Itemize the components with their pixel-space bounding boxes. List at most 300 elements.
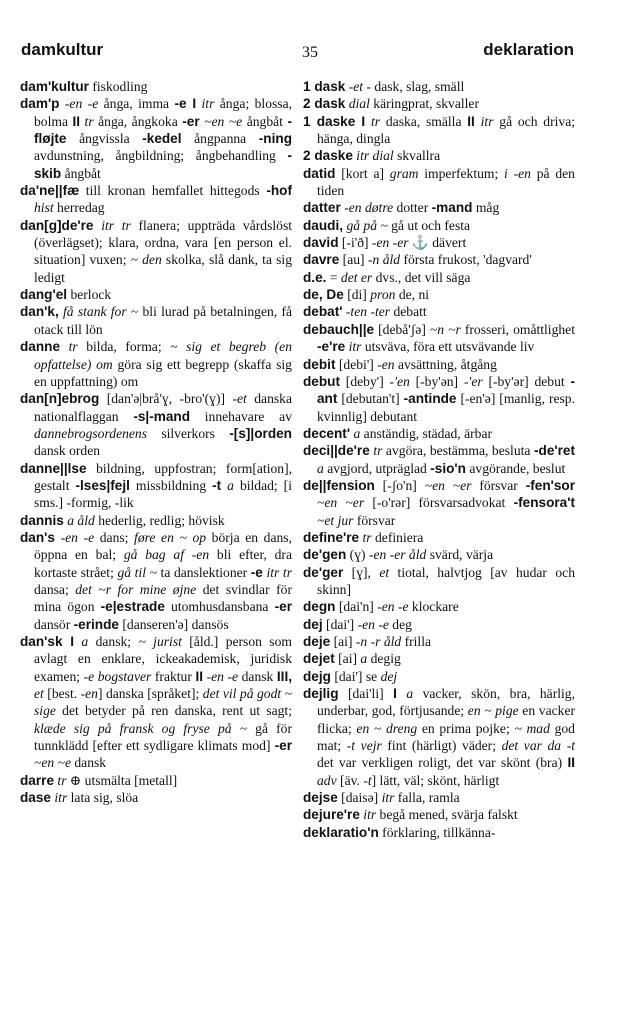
entry-headword: de||fension <box>303 477 375 493</box>
entry-text: göra sig ett begrepp (skaffa sig en uppfattning) om <box>34 356 292 389</box>
dictionary-entry <box>303 286 575 303</box>
dictionary-entry <box>303 616 575 633</box>
entry-headword: II <box>567 755 575 771</box>
entry-text: definiera <box>371 529 424 545</box>
dictionary-entry <box>303 269 575 286</box>
dictionary-entry <box>20 338 292 390</box>
entry-grammar: -en -e <box>64 96 99 112</box>
entry-text: innehavare av <box>190 408 292 424</box>
entry-text: dansk <box>238 668 277 684</box>
entry-headword: de'ger <box>303 564 344 580</box>
entry-text: ångvissla <box>66 131 143 147</box>
entry-text: ångbåt <box>242 113 288 129</box>
entry-text: [best. <box>43 686 81 702</box>
entry-headword: -mand <box>431 200 473 216</box>
entry-grammar: a <box>353 425 361 441</box>
entry-grammar: a <box>81 634 89 649</box>
dictionary-entry <box>303 425 575 442</box>
entry-text: på den tiden <box>317 165 575 199</box>
entry-text: lata sig, slöa <box>67 790 139 806</box>
entry-grammar: adv <box>317 772 337 788</box>
entry-grammar: -en <box>80 686 98 702</box>
entry-grammar: en ~ pige <box>467 703 519 719</box>
left-column <box>20 78 292 806</box>
dictionary-entry <box>303 217 575 234</box>
entry-text: [-ʃo'n] <box>374 477 425 493</box>
entry-text: bli efter, dra kortaste strået; <box>34 547 292 580</box>
entry-grammar: ~ den <box>130 252 162 268</box>
entry-text: gå för tunnklädd [efter ett sydligare klimats mod] <box>34 720 292 754</box>
entry-headword: II <box>195 668 204 684</box>
entry-grammar: a <box>406 686 414 702</box>
entry-text: = <box>326 269 341 285</box>
entry-text: det var verkligen roligt, det var skönt (bra) <box>317 755 568 771</box>
entry-headword: 2 dask <box>303 96 346 112</box>
left-guide-word: damkultur <box>21 40 104 59</box>
entry-headword: decent' <box>303 425 351 441</box>
entry-text <box>397 686 406 701</box>
entry-headword: 1 dask <box>303 79 346 94</box>
entry-headword: II <box>72 113 81 129</box>
entry-grammar: -e bogstaver <box>83 668 152 684</box>
entry-headword: datter <box>303 200 341 216</box>
entry-grammar: gå bag af -en <box>123 547 210 563</box>
entry-headword: daudi, <box>303 217 344 233</box>
entry-text: måg <box>472 200 500 216</box>
entry-headword: darre <box>20 772 55 788</box>
entry-text: [dan'ə|brå'ɣ, -bro'(ɣ)] <box>99 391 233 407</box>
entry-headword: -fen'sor <box>525 477 576 493</box>
dictionary-entry <box>303 147 575 164</box>
entry-headword: debauch||e <box>303 321 375 337</box>
dictionary-entry <box>20 789 292 806</box>
page-header <box>0 0 632 70</box>
entry-headword: III, <box>276 668 292 684</box>
entry-grammar: a <box>317 460 324 476</box>
dictionary-entry <box>303 303 575 320</box>
entry-text: ] danska [språket]; <box>97 686 203 702</box>
dictionary-entry <box>303 442 575 477</box>
dictionary-entry <box>303 113 575 148</box>
entry-text: en vacker flicka; <box>317 703 575 736</box>
entry-grammar: -et <box>232 391 247 407</box>
entry-text: frilla <box>401 634 432 649</box>
dictionary-entry <box>303 165 575 200</box>
entry-text: skvallra <box>393 148 441 164</box>
entry-grammar: få stank for <box>63 304 127 320</box>
dictionary-entry <box>303 633 575 650</box>
entry-grammar: gram <box>389 165 419 181</box>
entry-headword: deci||de're <box>303 443 370 459</box>
entry-headword: -fløjte <box>34 113 292 147</box>
entry-grammar: itr <box>363 807 377 823</box>
dictionary-entry <box>20 460 292 512</box>
dictionary-entry <box>303 564 575 599</box>
entry-grammar: tr <box>68 339 78 355</box>
entry-text: [dai'n] <box>335 599 378 615</box>
entry-grammar: føre en ~ op <box>134 529 207 545</box>
dictionary-entry <box>20 633 292 772</box>
entry-grammar: dej <box>380 668 398 684</box>
dictionary-entry <box>303 321 575 356</box>
entry-text: imperfektum; <box>418 165 505 181</box>
entry-text: det betyder på ren danska, rent ut sagt; <box>55 703 292 719</box>
dictionary-entry <box>20 78 292 95</box>
entry-grammar: dial <box>348 96 370 112</box>
dictionary-entry <box>303 598 575 615</box>
dictionary-entry <box>20 217 292 286</box>
entry-grammar: hist <box>34 200 54 216</box>
dictionary-entry <box>20 286 292 303</box>
entry-grammar: ~en ~er <box>424 477 472 493</box>
entry-headword: dan[g]de're <box>20 217 94 233</box>
page-number: 35 <box>302 44 318 61</box>
entry-text: ångpanna <box>181 131 259 147</box>
entry-text: fint (härligt) väder; <box>381 738 502 754</box>
entry-text: dans; <box>94 529 135 545</box>
entry-headword: degn <box>303 599 336 615</box>
entry-headword: dan's <box>20 529 55 545</box>
entry-grammar: -n -r åld <box>355 634 402 649</box>
entry-headword: da'ne||fæ <box>20 183 80 199</box>
entry-headword: -kedel <box>142 131 182 147</box>
dictionary-entry <box>303 95 575 112</box>
entry-grammar: -en <box>377 356 395 372</box>
entry-headword: -sio'n <box>430 460 466 476</box>
entry-headword: dam'kultur <box>20 79 89 94</box>
entry-text: begå mened, svärja falskt <box>376 807 518 823</box>
entry-text: dotter <box>393 200 432 216</box>
entry-headword: dejg <box>303 668 331 684</box>
entry-text: fraktur <box>151 668 196 684</box>
entry-grammar: ~ jurist <box>138 634 182 649</box>
entry-grammar: -t <box>363 772 372 788</box>
dictionary-entry <box>303 251 575 268</box>
entry-grammar: det vil på godt ~ sige <box>34 686 293 719</box>
entry-grammar: itr <box>480 113 494 129</box>
entry-text: bilda, forma; <box>77 339 171 355</box>
entry-headword: dam'p <box>20 96 60 112</box>
entry-text: ] lätt, väl; skönt, härligt <box>371 772 500 788</box>
entry-text: ⚓ dävert <box>408 235 467 251</box>
entry-grammar: -'en <box>389 373 410 389</box>
dictionary-entry <box>20 512 292 529</box>
entry-headword: dejet <box>303 651 335 667</box>
entry-text: [ai] <box>334 651 361 667</box>
entry-text: [dai'] se <box>330 668 381 684</box>
entry-text: ~ bli lurad på betalningen, få otack till lön <box>34 304 293 337</box>
entry-text: första frukost, 'dagvard' <box>400 252 532 268</box>
dictionary-entry <box>303 78 575 95</box>
entry-headword: dej <box>303 616 323 632</box>
entry-grammar: itr tr <box>266 564 292 580</box>
entry-headword: -lses|fejl <box>75 477 130 493</box>
entry-text: [au] <box>339 252 368 268</box>
entry-grammar: det var da -t <box>501 738 575 754</box>
entry-text: dansk <box>70 755 107 771</box>
entry-text: herredag <box>53 200 105 216</box>
entry-text: falla, ramla <box>394 790 460 806</box>
entry-headword: -hof <box>266 183 292 199</box>
entry-headword: deje <box>303 634 331 649</box>
entry-headword: -erinde <box>73 616 119 632</box>
entry-headword: d.e. <box>303 269 327 285</box>
entry-grammar: a <box>227 477 234 493</box>
entry-headword: -[s]|orden <box>229 425 292 441</box>
entry-headword: deklaratio'n <box>303 824 379 840</box>
entry-text: [ai] <box>330 634 356 649</box>
dictionary-entry <box>303 806 575 823</box>
entry-headword: de, De <box>303 287 344 303</box>
entry-grammar: dannebrogsordenens <box>34 425 148 441</box>
entry-headword: dan'sk I <box>20 634 75 649</box>
entry-grammar: tr ⊕ <box>57 772 82 788</box>
entry-grammar: -et - <box>348 79 371 94</box>
entry-text: [debutan't] <box>337 391 404 407</box>
entry-text: [deby'] <box>340 373 390 389</box>
entry-grammar: et <box>34 686 44 702</box>
entry-text: missbildning <box>129 477 213 493</box>
entry-headword: I <box>393 686 397 702</box>
entry-grammar: -en -er <box>371 235 409 251</box>
entry-grammar: ~ sig et begreb (en opfattelse) om <box>34 339 292 372</box>
entry-text: dansk; <box>88 634 139 649</box>
entry-text: danska nationalflaggan <box>34 391 293 424</box>
entry-headword: dannis <box>20 512 64 528</box>
entry-text: vacker, skön, bra, härlig, underbar, god, förtjusande; <box>317 686 575 719</box>
dictionary-entry <box>20 772 292 789</box>
entry-headword: dan[n]ebrog <box>20 391 100 407</box>
entry-headword: -e I <box>174 96 197 112</box>
entry-text: silverkors <box>147 425 230 441</box>
entry-grammar: itr tr <box>101 217 131 233</box>
entry-headword: 1 daske I <box>303 113 366 129</box>
entry-text: förklaring, tillkänna- <box>378 824 496 840</box>
entry-grammar: -en -e <box>60 529 95 545</box>
entry-headword: -er <box>274 738 292 754</box>
entry-grammar: ~en ~er <box>317 495 365 511</box>
entry-text: dansa; <box>34 581 76 597</box>
entry-headword: 2 daske <box>303 148 353 164</box>
entry-text: [debi'] <box>335 356 378 372</box>
entry-grammar: i -en <box>504 165 531 181</box>
entry-headword: dejse <box>303 790 338 806</box>
entry-text: degig <box>367 651 401 667</box>
entry-text: tiotal, halvtjog [av hudar och skinn] <box>317 564 575 597</box>
entry-text: god mat; <box>317 720 575 754</box>
entry-headword: -skib <box>34 148 292 181</box>
entry-text: ånga, ångkoka <box>93 113 183 129</box>
entry-grammar: ~et jur <box>317 512 354 528</box>
entry-headword: dang'el <box>20 287 68 303</box>
entry-text: (ɣ) <box>346 547 369 563</box>
entry-text: försvar <box>471 477 526 493</box>
entry-text: gå och driva; hänga, dingla <box>317 113 576 147</box>
dictionary-entry <box>303 373 575 425</box>
dictionary-entry <box>20 182 292 217</box>
entry-grammar: det ~r for mine øjne <box>75 581 197 597</box>
dictionary-entry <box>303 668 575 685</box>
entry-text: [-en'ə] [manlig, resp. kvinnlig] debutant <box>317 391 575 424</box>
entry-text: ta danslektioner <box>156 564 251 580</box>
dictionary-entry <box>303 477 575 529</box>
entry-grammar: -t vejr <box>346 738 382 754</box>
entry-text: de, ni <box>395 287 430 303</box>
entry-headword: de'gen <box>303 547 347 563</box>
entry-text: klockare <box>408 599 459 615</box>
entry-grammar: et <box>379 564 390 580</box>
entry-text: frosseri, omåttlighet <box>460 321 575 337</box>
entry-text: avgörande, beslut <box>465 460 566 476</box>
entry-text: [ɣ], <box>343 564 380 580</box>
entry-text: [dai'] <box>322 616 358 632</box>
entry-text: ånga; blossa, bolma <box>34 96 292 129</box>
entry-text: fiskodling <box>88 79 148 94</box>
entry-text: avgöra, bestämma, besluta <box>382 443 534 459</box>
entry-headword: -er <box>274 599 292 615</box>
entry-headword: -fensora't <box>513 495 575 511</box>
entry-headword: datid <box>303 165 336 181</box>
entry-headword: danne||lse <box>20 460 87 476</box>
entry-text: avsättning, åtgång <box>394 356 497 372</box>
entry-text: gå ut och festa <box>387 217 471 233</box>
entry-grammar: -en døtre <box>344 200 394 216</box>
entry-text: deg <box>388 616 412 632</box>
entry-text: flanera; uppträda vårdslöst (överlägset); klara, ordna, vara [en person el. situation] vuxen; <box>34 217 293 268</box>
entry-text: debatt <box>390 304 427 320</box>
entry-text: [äv. <box>336 772 364 788</box>
entry-text: [debå'ʃə] <box>374 321 430 337</box>
entry-text: berlock <box>67 287 112 303</box>
entry-headword: -e <box>250 564 263 580</box>
entry-text: [-o'rər] försvarsadvokat <box>364 495 514 511</box>
entry-headword: danne <box>20 339 61 355</box>
entry-text: [-by'ər] debut <box>482 373 571 389</box>
entry-headword: debit <box>303 356 336 372</box>
entry-headword: dejlig <box>303 686 339 702</box>
entry-text: utsväva, föra ett utsvävande liv <box>361 339 535 355</box>
entry-text: [-by'ən] <box>409 373 464 389</box>
entry-grammar: itr <box>348 339 362 355</box>
entry-headword: -t <box>212 477 222 493</box>
entry-headword: define're <box>303 529 360 545</box>
entry-text: [dai'li] <box>338 686 394 702</box>
entry-grammar: tr <box>371 113 381 129</box>
entry-text: dvs., det vill säga <box>372 269 471 285</box>
entry-headword: -antinde <box>403 391 457 407</box>
entry-grammar: -en -e <box>357 616 389 632</box>
entry-grammar: itr <box>54 790 68 806</box>
entry-grammar: tr <box>362 529 372 545</box>
entry-text <box>60 339 69 354</box>
entry-headword: -ant <box>317 373 575 407</box>
entry-text: dask, slag, smäll <box>371 79 465 94</box>
entry-headword: dejure're <box>303 807 360 823</box>
entry-grammar: -ten -ter <box>345 304 391 320</box>
entry-text: utsmälta [metall] <box>81 772 178 788</box>
dictionary-entry <box>20 95 292 182</box>
entry-text: [di] <box>343 287 371 303</box>
entry-text: till kronan hemfallet hittegods <box>79 183 267 199</box>
entry-grammar: ~n ~r <box>429 321 461 337</box>
entry-grammar: tr <box>84 113 94 129</box>
entry-grammar: ~en ~e <box>34 755 71 771</box>
entry-headword: II <box>467 113 475 129</box>
entry-grammar: itr dial <box>356 148 394 164</box>
entry-grammar: ~ mad <box>514 720 550 736</box>
dictionary-entry <box>303 824 575 841</box>
dictionary-entry <box>20 529 292 633</box>
entry-text: skolka, slå dank, ta sig ledigt <box>34 252 292 285</box>
entry-text: käringprat, skvaller <box>369 96 479 112</box>
dictionary-entry <box>303 650 575 667</box>
entry-text: utomhusdansbana <box>164 599 275 615</box>
entry-grammar: -'er <box>463 373 483 389</box>
entry-text: en prima pojke; <box>417 720 515 736</box>
entry-headword: davre <box>303 252 340 268</box>
entry-headword: -ning <box>258 131 292 147</box>
entry-text: [danseren'ə] dansös <box>118 616 229 632</box>
entry-text: försvar <box>353 512 396 528</box>
entry-text: [åld.] person som avlagt en enklare, ickeakademisk, juridisk examen; <box>34 634 292 684</box>
entry-text: [kort a] <box>335 165 390 181</box>
dictionary-entry <box>303 546 575 563</box>
entry-text: det svindlar för mina ögon <box>34 581 292 615</box>
entry-grammar: ~en ~e <box>204 113 243 129</box>
dictionary-entry <box>303 199 575 216</box>
entry-text: hederlig, redlig; hövisk <box>94 512 225 528</box>
entry-text: avgjord, utpräglad <box>323 460 431 476</box>
entry-headword: debut <box>303 373 340 389</box>
entry-headword: -e're <box>317 339 346 355</box>
right-column <box>303 78 575 841</box>
dictionary-entry <box>303 234 575 251</box>
dictionary-entry <box>20 390 292 459</box>
entry-headword: -de'ret <box>533 443 575 459</box>
entry-text: daska, smälla <box>380 113 468 129</box>
dictionary-entry <box>20 303 292 338</box>
entry-headword: -s|-mand <box>133 408 190 424</box>
dictionary-entry <box>303 789 575 806</box>
entry-grammar: en ~ dreng <box>356 720 418 736</box>
entry-headword: debat' <box>303 304 343 320</box>
entry-text: anständig, städad, ärbar <box>360 425 493 441</box>
entry-headword: dase <box>20 790 51 806</box>
entry-grammar: tr <box>373 443 383 459</box>
entry-text: dansk orden <box>34 443 101 459</box>
entry-text: dansör <box>34 616 74 632</box>
entry-grammar: -en -e <box>377 599 409 615</box>
entry-text: [daisə] <box>337 790 382 806</box>
entry-text: bildad; [i sms.] -formig, -lik <box>34 477 292 511</box>
entry-grammar: -n åld <box>367 252 401 268</box>
entry-text: svärd, värja <box>426 547 494 563</box>
entry-grammar: gå til ~ <box>117 564 157 580</box>
entry-headword: -e|estrade <box>100 599 165 615</box>
entry-grammar: det er <box>340 269 373 285</box>
entry-grammar: pron <box>370 287 396 303</box>
entry-grammar: itr <box>201 96 215 112</box>
dictionary-entry <box>303 529 575 546</box>
entry-text: börja en dans, öppna en bal; <box>34 529 292 563</box>
entry-text: ångbåt <box>61 165 101 181</box>
entry-headword: david <box>303 235 339 251</box>
entry-text: avdunstning, ångbildning; ångbehandling <box>34 148 288 164</box>
dictionary-entry <box>303 356 575 373</box>
right-guide-word: deklaration <box>483 40 574 59</box>
entry-grammar: a <box>360 651 368 667</box>
entry-grammar: -en -er åld <box>368 547 427 563</box>
